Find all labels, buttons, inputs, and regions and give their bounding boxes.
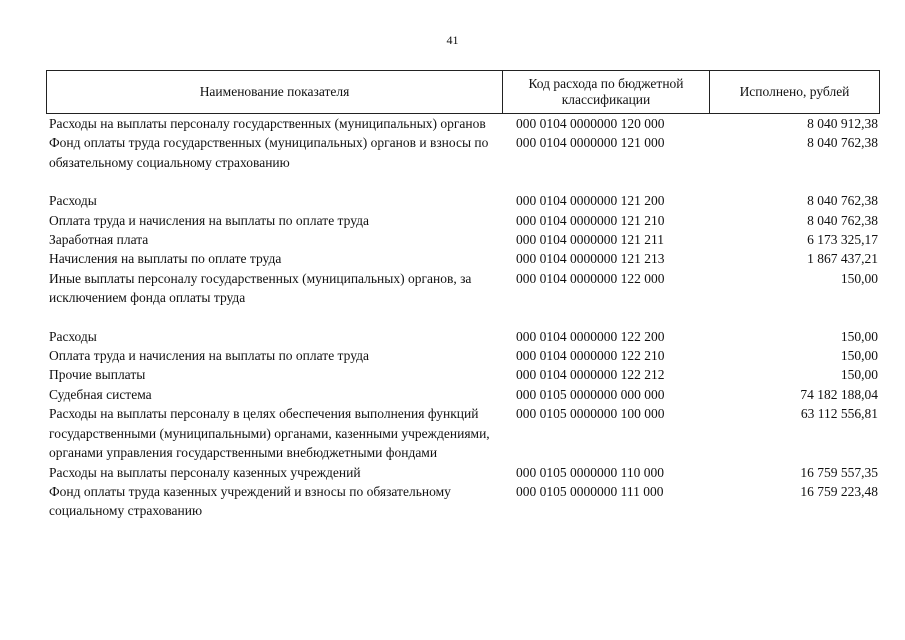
row-amount: 150,00 — [840, 367, 878, 383]
row-name: Фонд оплаты труда государственных (муниципальных) органов и взносы по обязательному социальному страхованию — [49, 135, 489, 170]
row-code: 000 0104 0000000 122 200 — [516, 328, 665, 344]
row-code: 000 0104 0000000 121 200 — [516, 193, 665, 209]
row-amount: 8 040 762,38 — [807, 193, 878, 209]
row-name: Заработная плата — [49, 232, 149, 248]
row-code: 000 0104 0000000 122 210 — [516, 348, 665, 364]
table-header — [46, 70, 880, 114]
page-number: 41 — [446, 33, 459, 47]
table-row — [46, 346, 880, 365]
row-code: 000 0104 0000000 121 000 — [516, 135, 665, 151]
row-name: Прочие выплаты — [49, 367, 146, 383]
row-code: 000 0105 0000000 100 000 — [516, 406, 665, 422]
row-name: Оплата труда и начисления на выплаты по оплате труда — [49, 212, 369, 228]
row-gap — [46, 308, 880, 327]
row-code: 000 0104 0000000 121 210 — [516, 212, 665, 228]
row-name: Расходы — [49, 193, 97, 209]
row-amount: 74 182 188,04 — [800, 386, 878, 402]
row-amount: 6 173 325,17 — [807, 232, 878, 248]
row-name: Расходы на выплаты персоналу в целях обеспечения выполнения функций государственными (муниципальными) органами, казенными учреждениями, органами управления государственными внебюджетными фондами — [49, 406, 490, 461]
header-amount: Исполнено, рублей — [739, 84, 850, 99]
table-row — [46, 385, 880, 404]
row-gap — [46, 172, 880, 191]
header-name: Наименование показателя — [47, 71, 503, 113]
table-body — [46, 114, 880, 521]
row-code: 000 0104 0000000 122 000 — [516, 270, 665, 286]
table-row — [46, 211, 880, 230]
row-amount: 150,00 — [840, 270, 878, 286]
header-code: Код расхода по бюджетной классификации — [503, 71, 710, 113]
row-name: Судебная система — [49, 386, 152, 402]
table-row — [46, 114, 880, 133]
row-amount: 1 867 437,21 — [807, 251, 878, 267]
row-name: Начисления на выплаты по оплате труда — [49, 251, 282, 267]
row-amount: 63 112 556,81 — [800, 406, 878, 422]
row-amount: 16 759 223,48 — [800, 483, 878, 499]
row-name: Иные выплаты персоналу государственных (муниципальных) органов, за исключением фонда оплаты труда — [49, 270, 472, 306]
row-code: 000 0104 0000000 120 000 — [516, 116, 665, 131]
table-row — [46, 269, 880, 308]
row-amount: 8 040 762,38 — [807, 212, 878, 228]
row-name: Расходы на выплаты персоналу государственных (муниципальных) органов — [49, 116, 486, 131]
row-name: Оплата труда и начисления на выплаты по оплате труда — [49, 348, 369, 364]
row-name: Расходы на выплаты персоналу казенных учреждений — [49, 464, 361, 480]
row-amount: 16 759 557,35 — [800, 464, 878, 480]
row-code: 000 0105 0000000 111 000 — [516, 483, 664, 499]
table-row — [46, 404, 880, 462]
row-amount: 8 040 762,38 — [807, 135, 878, 151]
row-code: 000 0104 0000000 121 211 — [516, 232, 664, 248]
row-code: 000 0105 0000000 110 000 — [516, 464, 664, 480]
table-row — [46, 249, 880, 268]
table-row — [46, 230, 880, 249]
row-code: 000 0104 0000000 121 213 — [516, 251, 665, 267]
row-amount: 150,00 — [840, 328, 878, 344]
row-code: 000 0105 0000000 000 000 — [516, 386, 665, 402]
table-row — [46, 482, 880, 521]
row-amount: 150,00 — [840, 348, 878, 364]
table-row — [46, 133, 880, 172]
row-amount: 8 040 912,38 — [807, 116, 878, 131]
table-row — [46, 463, 880, 482]
table-row — [46, 327, 880, 346]
row-code: 000 0104 0000000 122 212 — [516, 367, 665, 383]
row-name: Расходы — [49, 328, 97, 344]
table-row — [46, 191, 880, 210]
table-row — [46, 365, 880, 384]
row-name: Фонд оплаты труда казенных учреждений и взносы по обязательному социальному страхованию — [49, 483, 451, 519]
